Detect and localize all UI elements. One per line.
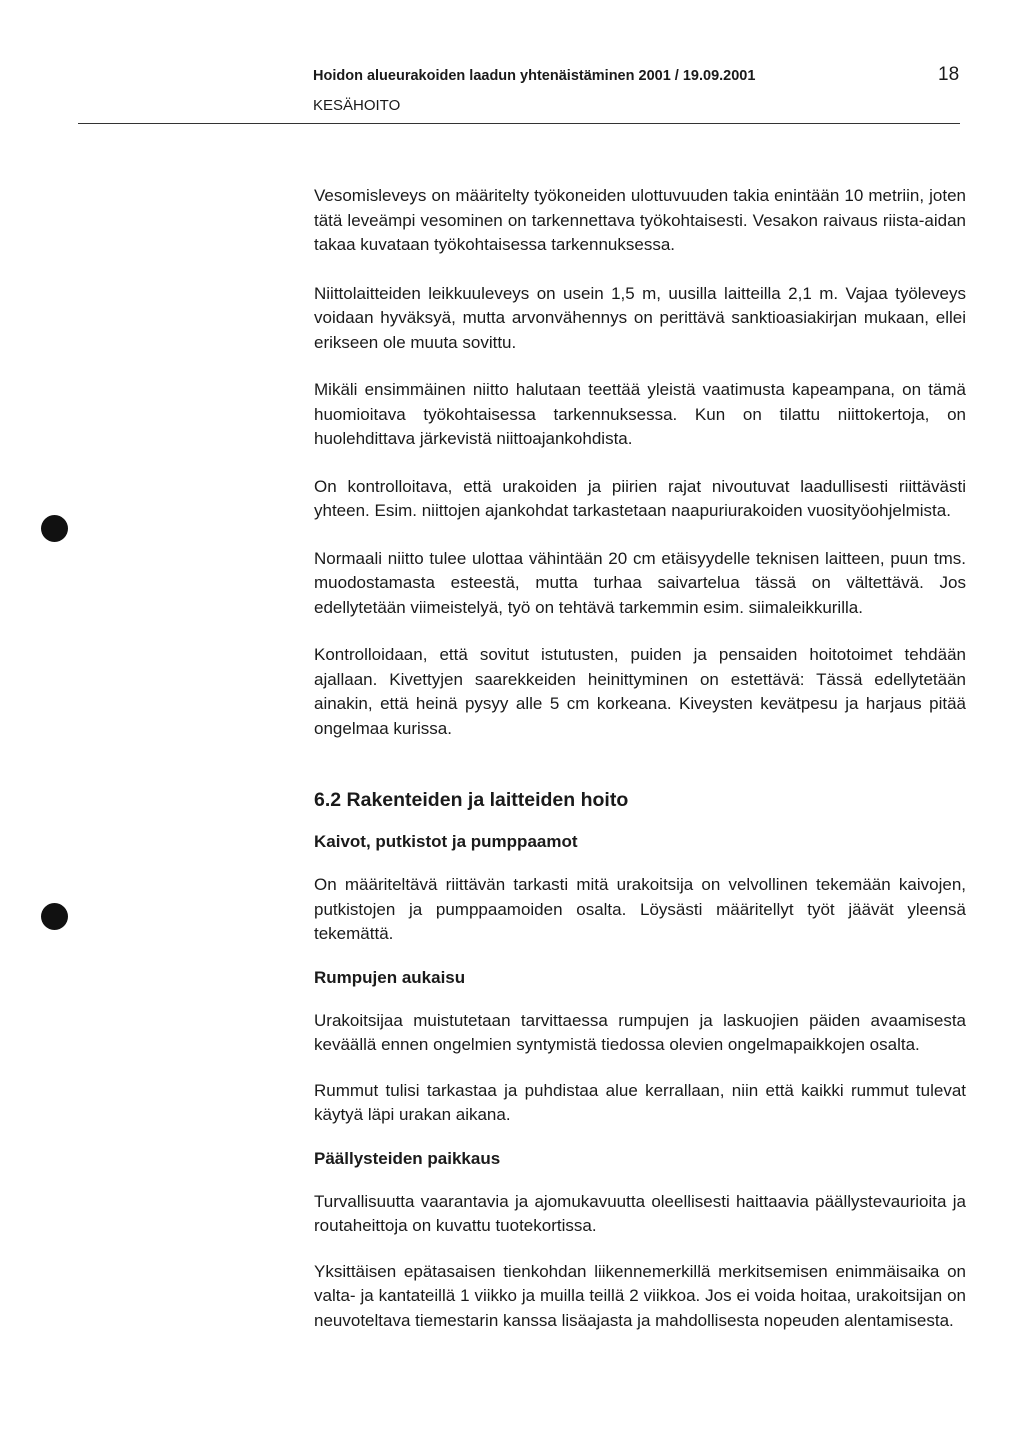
running-header-title: Hoidon alueurakoiden laadun yhtenäistäminen 2001 / 19.09.2001 xyxy=(313,68,756,84)
punch-hole-mark xyxy=(41,903,68,930)
subsection-heading: Rumpujen aukaisu xyxy=(314,967,466,987)
paragraph: Normaali niitto tulee ulottaa vähintään 20 cm etäisyydelle teknisen laitteen, puun tms. muodostamasta esteestä, mutta turhaa saivartelua tässä on vältettävä. Jos edellytetään viimeistelyä, työ on tehtävä tarkemmin esim. siimaleikkurilla. xyxy=(314,548,966,617)
paragraph: Niittolaitteiden leikkuuleveys on usein 1,5 m, uusilla laitteilla 2,1 m. Vajaa työleveys voidaan hyväksyä, mutta arvonvähennys on perittävä sanktioasiakirjan mukaan, ellei erikseen ole muuta sovittu. xyxy=(314,283,966,352)
body-text xyxy=(314,184,966,1333)
paragraph: Mikäli ensimmäinen niitto halutaan teettää yleistä vaatimusta kapeampana, on tämä huomioitava työkohtaisessa tarkennuksessa. Kun on tilattu niittokertoja, on huolehdittava järkevistä niittoajankohdista. xyxy=(314,380,966,448)
header-rule xyxy=(78,123,960,124)
paragraph: Vesomisleveys on määritelty työkoneiden ulottuvuuden takia enintään 10 metriin, joten tätä leveämpi vesominen on tarkennettava työkohtaisesti. Vesakon raivaus riista-aidan takaa kuvataan työkohtaisessa tarkennuksessa. xyxy=(314,186,966,254)
subsection-heading: Kaivot, putkistot ja pumppaamot xyxy=(314,832,578,851)
paragraph: On määriteltävä riittävän tarkasti mitä urakoitsija on velvollinen tekemään kaivojen, putkistojen ja pumppaamoiden osalta. Löysästi määritellyt työt jäävät yleensä tekemättä. xyxy=(314,875,966,943)
paragraph: Kontrolloidaan, että sovitut istutusten, puiden ja pensaiden hoitotoimet tehdään ajallaan. Kivettyjen saarekkeiden heinittyminen on estettävä: Tässä edellytetään ainakin, että heinä pysyy alle 5 cm korkeana. Kiveysten kevätpesu ja harjaus pitää ongelmaa kurissa. xyxy=(314,645,966,738)
paragraph: Yksittäisen epätasaisen tienkohdan liikennemerkillä merkitsemisen enimmäisaika on valta- ja kantateillä 1 viikko ja muilla teillä 2 viikkoa. Jos ei voida hoitaa, urakoitsijan on neuvoteltava tiemestarin kanssa lisäajasta ja mahdollisesta nopeuden alentamisesta. xyxy=(314,1261,966,1330)
paragraph: Urakoitsijaa muistutetaan tarvittaessa rumpujen ja laskuojien päiden avaamisesta keväällä ennen ongelmien syntymistä tiedossa olevien ongelmapaikkojen osalta. xyxy=(314,1010,966,1054)
paragraph: On kontrolloitava, että urakoiden ja piirien rajat nivoutuvat laadullisesti riittävästi yhteen. Esim. niittojen ajankohdat tarkastetaan naapuriurakoiden vuosityöohjelmista. xyxy=(314,476,966,520)
punch-hole-mark xyxy=(41,515,68,542)
paragraph: Rummut tulisi tarkastaa ja puhdistaa alue kerrallaan, niin että kaikki rummut tulevat käytyä läpi urakan aikana. xyxy=(314,1080,966,1124)
subsection-heading: Päällysteiden paikkaus xyxy=(314,1148,501,1168)
page-number: 18 xyxy=(938,64,960,85)
section-heading: 6.2 Rakenteiden ja laitteiden hoito xyxy=(314,789,629,811)
paragraph: Turvallisuutta vaarantavia ja ajomukavuutta oleellisesti haittaavia päällystevaurioita ja routaheittoja on kuvattu tuotekortissa. xyxy=(314,1191,966,1235)
running-header-section: KESÄHOITO xyxy=(313,97,401,114)
